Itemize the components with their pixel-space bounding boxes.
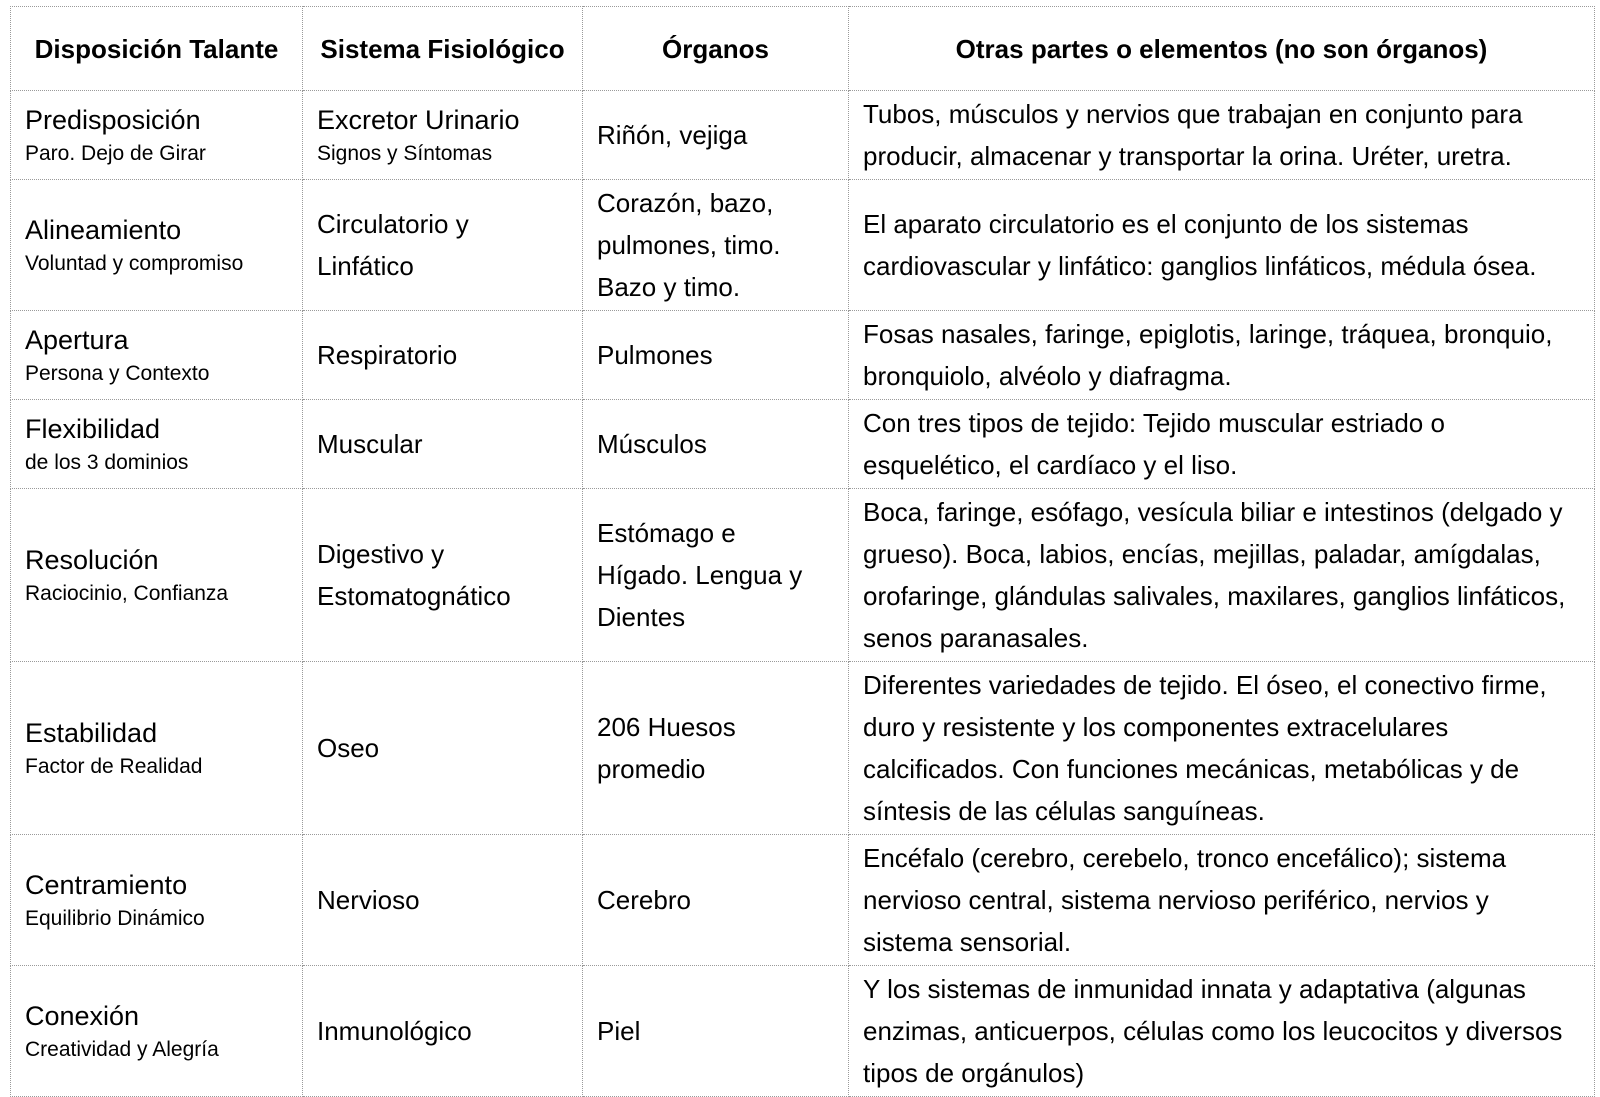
cell-otras: Tubos, músculos y nervios que trabajan en conjunto para producir, almacenar y transportar la orina. Uréter, uretra. [849, 91, 1595, 180]
header-sistema: Sistema Fisiológico [303, 7, 583, 91]
sistema-label: Excretor Urinario [317, 105, 520, 135]
cell-organos: Cerebro [583, 835, 849, 966]
cell-disposicion [11, 966, 303, 1097]
table-row [11, 662, 1595, 835]
cell-disposicion [11, 835, 303, 966]
cell-sistema: Oseo [303, 662, 583, 835]
cell-otras: Boca, faringe, esófago, vesícula biliar e intestinos (delgado y grueso). Boca, labios, encías, mejillas, paladar, amígdalas, orofaringe, glándulas salivales, maxilares, ganglios linfáticos, senos paranasales. [849, 489, 1595, 662]
cell-sistema: Circulatorio y Linfático [303, 180, 583, 311]
cell-organos: Piel [583, 966, 849, 1097]
disposicion-subtitle: Voluntad y compromiso [25, 252, 244, 275]
cell-otras: El aparato circulatorio es el conjunto de los sistemas cardiovascular y linfático: ganglios linfáticos, médula ósea. [849, 180, 1595, 311]
table-row [11, 311, 1595, 400]
cell-sistema: Inmunológico [303, 966, 583, 1097]
table-row [11, 400, 1595, 489]
table-row [11, 91, 1595, 180]
disposicion-subtitle: Paro. Dejo de Girar [25, 142, 206, 165]
cell-otras: Con tres tipos de tejido: Tejido muscular estriado o esquelético, el cardíaco y el liso. [849, 400, 1595, 489]
cell-organos: Estómago e Hígado. Lengua y Dientes [583, 489, 849, 662]
cell-organos: Corazón, bazo, pulmones, timo. Bazo y timo. [583, 180, 849, 311]
disposicion-subtitle: Factor de Realidad [25, 755, 203, 778]
cell-organos: Músculos [583, 400, 849, 489]
cell-otras: Encéfalo (cerebro, cerebelo, tronco encefálico); sistema nervioso central, sistema nervioso periférico, nervios y sistema sensorial. [849, 835, 1595, 966]
cell-otras: Y los sistemas de inmunidad innata y adaptativa (algunas enzimas, anticuerpos, células como los leucocitos y diversos tipos de orgánulos) [849, 966, 1595, 1097]
header-disposicion: Disposición Talante [11, 7, 303, 91]
cell-disposicion [11, 91, 303, 180]
cell-sistema: Respiratorio [303, 311, 583, 400]
cell-disposicion [11, 311, 303, 400]
disposicion-label: Flexibilidad [25, 414, 161, 444]
disposicion-subtitle: Raciocinio, Confianza [25, 582, 229, 605]
cell-disposicion [11, 400, 303, 489]
cell-organos: Riñón, vejiga [583, 91, 849, 180]
cell-otras: Diferentes variedades de tejido. El óseo, el conectivo firme, duro y resistente y los componentes extracelulares calcificados. Con funciones mecánicas, metabólicas y de síntesis de las células sanguíneas. [849, 662, 1595, 835]
document-sheet [10, 6, 1594, 1088]
disposicion-label: Estabilidad [25, 718, 158, 748]
header-organos: Órganos [583, 7, 849, 91]
disposicion-subtitle: Persona y Contexto [25, 362, 210, 385]
cell-sistema: Nervioso [303, 835, 583, 966]
table-row [11, 489, 1595, 662]
cell-disposicion [11, 180, 303, 311]
cell-sistema: Digestivo y Estomatognático [303, 489, 583, 662]
disposicion-label: Conexión [25, 1001, 140, 1031]
cell-sistema: Muscular [303, 400, 583, 489]
disposicion-label: Resolución [25, 545, 159, 575]
cell-disposicion [11, 662, 303, 835]
sistema-subtitle: Signos y Síntomas [317, 142, 493, 165]
cell-sistema [303, 91, 583, 180]
disposicion-label: Predisposición [25, 105, 201, 135]
table-row [11, 180, 1595, 311]
disposicion-subtitle: de los 3 dominios [25, 451, 189, 474]
disposicion-label: Centramiento [25, 870, 188, 900]
cell-otras: Fosas nasales, faringe, epiglotis, laringe, tráquea, bronquio, bronquiolo, alvéolo y diafragma. [849, 311, 1595, 400]
cell-organos: 206 Huesos promedio [583, 662, 849, 835]
table-row [11, 966, 1595, 1097]
header-row [11, 7, 1595, 91]
cell-disposicion [11, 489, 303, 662]
cell-organos: Pulmones [583, 311, 849, 400]
disposicion-label: Alineamiento [25, 215, 182, 245]
organ-systems-table [10, 6, 1595, 1097]
disposicion-label: Apertura [25, 325, 129, 355]
header-otras: Otras partes o elementos (no son órganos) [849, 7, 1595, 91]
disposicion-subtitle: Creatividad y Alegría [25, 1038, 219, 1061]
disposicion-subtitle: Equilibrio Dinámico [25, 907, 205, 930]
table-row [11, 835, 1595, 966]
